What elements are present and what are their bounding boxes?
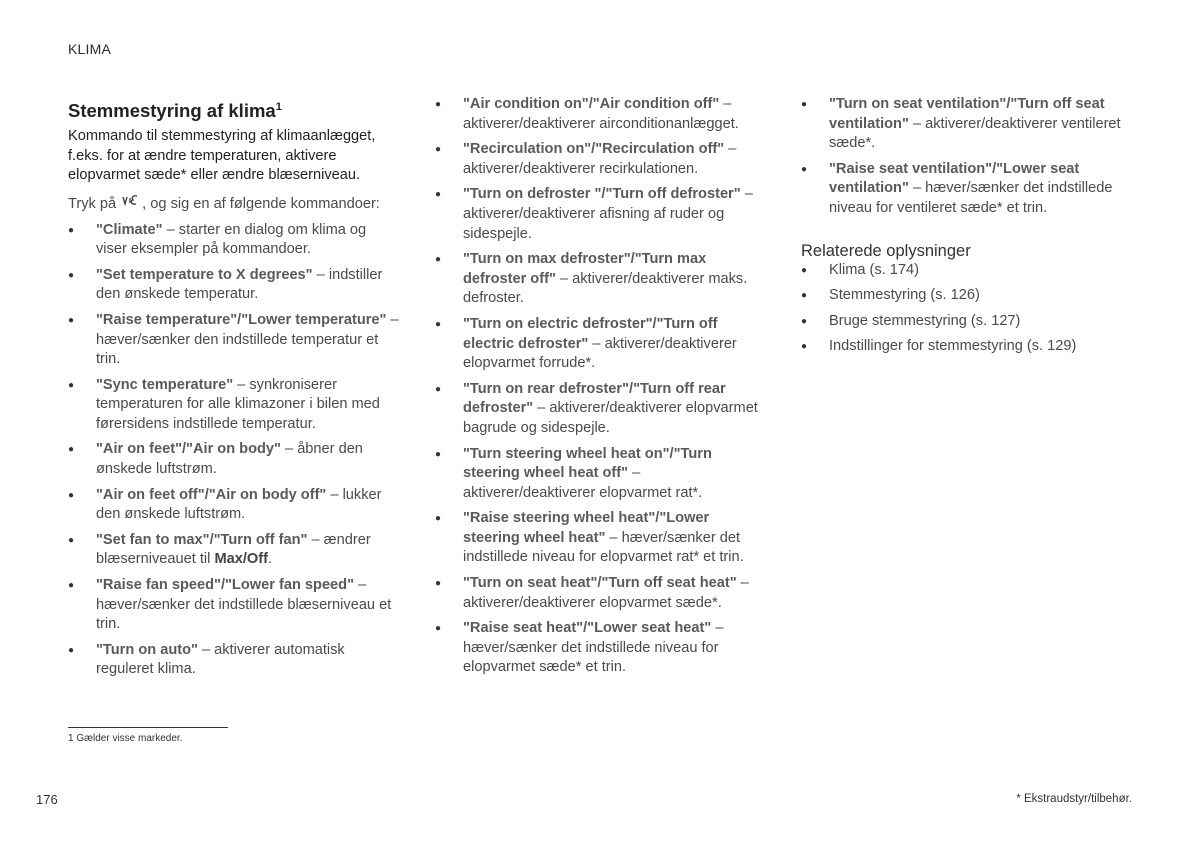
footnote-ref: 1 — [275, 101, 282, 113]
command-item — [435, 509, 765, 568]
command-description: – synkroniserer temperaturen for alle klimazoner i bilen med førersidens indstillede temperatur. — [96, 376, 380, 432]
command-description: – aktiverer/deaktiverer afisning af ruder og sidespejle. — [463, 186, 753, 242]
page-title: Stemmestyring af klima$^1$ — [68, 100, 282, 122]
command-item — [801, 160, 1133, 219]
command-item — [435, 95, 765, 134]
voice-command: "Raise fan speed"/"Lower fan speed" — [96, 577, 355, 594]
command-description: – aktiverer/deaktiverer elopvarmet bagrude og sidespejle. — [463, 400, 758, 436]
voice-command: "Raise seat heat"/"Lower seat heat" — [463, 620, 712, 637]
command-description: – aktiverer automatisk reguleret klima. — [96, 641, 345, 678]
voice-command: "Turn on seat heat"/"Turn off seat heat" — [463, 575, 737, 592]
related-link[interactable]: ● Klima (s. 174) — [801, 261, 1133, 281]
command-item — [68, 486, 400, 525]
voice-command: "Air on feet"/"Air on body" — [96, 441, 281, 458]
related-heading: Relaterede oplysninger — [801, 241, 971, 260]
intro-text: Kommando til stemmestyring af klimaanlægget, f.eks. for at ændre temperaturen, aktivere elopvarmet sæde* eller ændre blæserniveau. — [68, 128, 376, 184]
voice-control-icon — [120, 192, 142, 215]
footer-note: * Ekstraudstyr/tilbehør. — [1016, 793, 1132, 805]
command-description: – ændrer blæserniveauet til — [96, 531, 371, 568]
command-item — [68, 576, 400, 635]
voice-command: "Recirculation on"/"Recirculation off" — [463, 141, 725, 158]
column-1 — [68, 95, 400, 686]
command-description: – hæver/sænker det indstillede niveau for ventileret sæde* et trin. — [829, 180, 1113, 216]
setting-value: Max/Off — [214, 551, 268, 568]
voice-command: "Sync temperature" — [96, 376, 234, 393]
command-description: – hæver/sænker den indstillede temperatur et trin. — [96, 311, 399, 368]
command-item — [68, 376, 400, 435]
command-description: – indstiller den ønskede temperatur. — [96, 266, 383, 303]
command-item — [435, 315, 765, 374]
command-description: – aktiverer/deaktiverer recirkulationen. — [463, 141, 737, 177]
voice-command: "Turn on max defroster"/"Turn max defroster off" — [463, 251, 707, 287]
command-item — [435, 445, 765, 504]
footnote-divider — [68, 727, 228, 728]
command-description: – aktiverer/deaktiverer elopvarmet forrude*. — [463, 335, 737, 372]
command-item — [435, 250, 765, 309]
command-item — [435, 619, 765, 678]
voice-command: "Raise steering wheel heat"/"Lower steering wheel heat" — [463, 510, 710, 546]
related-list — [801, 261, 1133, 357]
command-item — [68, 641, 400, 680]
voice-command: "Raise seat ventilation"/"Lower seat ventilation" — [829, 160, 1080, 197]
command-description: – starter en dialog om klima og viser eksempler på kommandoer. — [96, 221, 367, 258]
footnote: 1 Gælder visse markeder. — [68, 733, 183, 744]
command-list — [435, 95, 765, 678]
command-item — [68, 221, 400, 260]
voice-command: "Air condition on"/"Air condition off" — [463, 96, 720, 112]
column-3 — [801, 95, 1133, 363]
command-item — [435, 574, 765, 613]
command-description: – hæver/sænker det indstillede blæserniveau et trin. — [96, 577, 392, 633]
punctuation: . — [267, 551, 273, 568]
voice-command: "Turn on electric defroster"/"Turn off electric defroster" — [463, 315, 718, 352]
voice-command: "Turn on rear defroster"/"Turn off rear defroster" — [463, 380, 726, 417]
command-description: – hæver/sænker det indstillede niveau for elopvarmet rat* et trin. — [463, 529, 744, 566]
voice-command: "Turn steering wheel heat on"/"Turn steering wheel heat off" — [463, 445, 712, 482]
related-link[interactable]: ● Bruge stemmestyring (s. 127) — [801, 312, 1133, 332]
voice-command: "Turn on auto" — [96, 641, 198, 658]
command-description: – lukker den ønskede luftstrøm. — [96, 486, 382, 523]
command-item — [801, 95, 1133, 154]
command-item — [435, 380, 765, 439]
voice-command: "Raise temperature"/"Lower temperature" — [96, 311, 387, 328]
page-number: 176 — [36, 792, 58, 807]
voice-command: "Set fan to max"/"Turn off fan" — [96, 531, 308, 548]
command-description: – aktiverer/deaktiverer ventileret sæde*. — [829, 115, 1121, 152]
press-instruction: Tryk på , og sig en af følgende kommandoer: — [68, 192, 400, 215]
command-item — [68, 311, 400, 370]
command-item — [68, 531, 400, 570]
command-list — [68, 221, 400, 680]
command-item — [435, 140, 765, 179]
command-item — [68, 266, 400, 305]
command-description: – hæver/sænker det indstillede niveau for elopvarmet sæde* et trin. — [463, 620, 724, 676]
command-item — [68, 440, 400, 479]
command-item — [435, 185, 765, 244]
related-link[interactable]: ● Indstillinger for stemmestyring (s. 129) — [801, 337, 1133, 357]
voice-command: "Set temperature to X degrees" — [96, 266, 313, 283]
column-2 — [435, 95, 765, 684]
section-header: KLIMA — [68, 41, 112, 57]
command-description: – aktiverer/deaktiverer elopvarmet rat*. — [463, 465, 703, 501]
command-description: – aktiverer/deaktiverer maks. defroster. — [463, 270, 748, 307]
command-description: – aktiverer/deaktiverer airconditionanlægget. — [463, 96, 739, 132]
related-link[interactable]: ● Stemmestyring (s. 126) — [801, 286, 1133, 306]
command-list — [801, 95, 1133, 219]
voice-command: "Turn on seat ventilation"/"Turn off seat ventilation" — [829, 96, 1105, 132]
voice-command: "Turn on defroster "/"Turn off defroster" — [463, 186, 741, 203]
voice-command: "Air on feet off"/"Air on body off" — [96, 486, 327, 503]
voice-command: "Climate" — [96, 221, 163, 238]
command-description: – åbner den ønskede luftstrøm. — [96, 441, 363, 478]
command-description: – aktiverer/deaktiverer elopvarmet sæde*. — [463, 575, 749, 611]
